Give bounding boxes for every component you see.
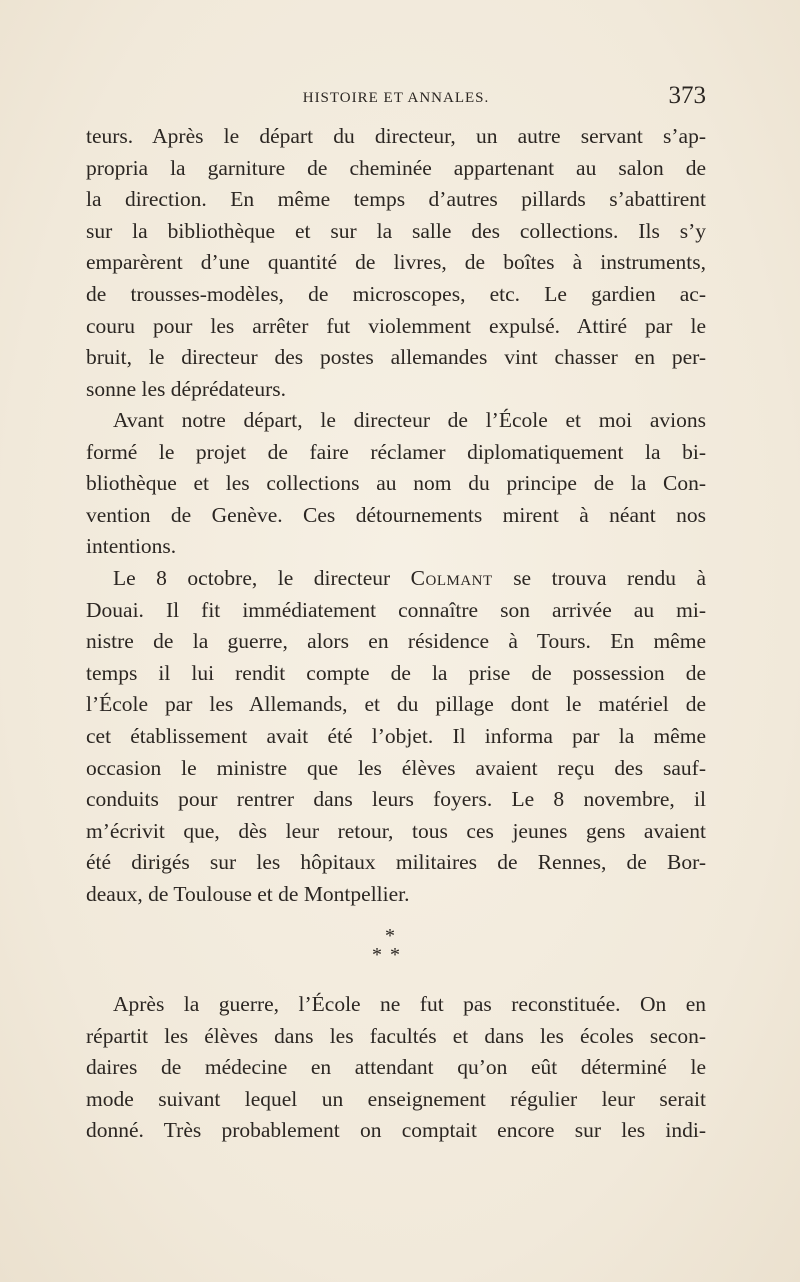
text-line: formé le projet de faire réclamer diplomatiquement la bi- xyxy=(86,439,706,464)
text-line: Après la guerre, l’École ne fut pas reconstituée. On en xyxy=(113,992,706,1016)
line-text: Le 8 octobre, le directeur xyxy=(113,566,391,590)
text-line: m’écrivit que, dès leur retour, tous ces jeunes gens avaient xyxy=(86,818,706,843)
asterism-top: * xyxy=(385,925,395,947)
asterism-separator xyxy=(340,925,440,970)
text-line: Douai. Il fit immédiatement connaître son arrivée au mi- xyxy=(86,597,706,622)
paragraph-2 xyxy=(86,405,706,563)
text-line: Avant notre départ, le directeur de l’École et moi avions xyxy=(113,408,706,432)
paragraph-3 xyxy=(86,563,706,911)
text-line: de trousses-modèles, de microscopes, etc. Le gardien ac- xyxy=(86,281,706,306)
asterism-bottom: ** xyxy=(372,944,408,966)
text-line: l’École par les Allemands, et du pillage dont le matériel de xyxy=(86,692,706,717)
text-line: cet établissement avait été l’objet. Il informa par la même xyxy=(86,723,706,748)
text-line: propria la garniture de cheminée appartenant au salon de xyxy=(86,155,706,180)
page-number: 373 xyxy=(668,82,706,109)
text-line: deaux, de Toulouse et de Montpellier. xyxy=(86,881,410,906)
paragraph-4 xyxy=(86,989,706,1147)
text-line: donné. Très probablement on comptait encore sur les indi- xyxy=(86,1118,706,1143)
text-line: vention de Genève. Ces détournements mirent à néant nos xyxy=(86,502,706,527)
text-line: la direction. En même temps d’autres pillards s’abattirent xyxy=(86,187,706,212)
text-line: été dirigés sur les hôpitaux militaires de Rennes, de Bor- xyxy=(86,850,706,875)
text-line xyxy=(86,563,706,595)
text-line: répartit les élèves dans les facultés et dans les écoles secon- xyxy=(86,1023,706,1048)
text-line: bruit, le directeur des postes allemandes vint chasser en per- xyxy=(86,345,706,370)
text-line: nistre de la guerre, alors en résidence à Tours. En même xyxy=(86,629,706,654)
paragraph-1 xyxy=(86,121,706,405)
running-title: HISTOIRE ET ANNALES. xyxy=(302,90,490,106)
text-line: mode suivant lequel un enseignement régulier leur serait xyxy=(86,1086,706,1111)
text-line: occasion le ministre que les élèves avaient reçu des sauf- xyxy=(86,755,706,780)
text-line: temps il lui rendit compte de la prise de possession de xyxy=(86,660,706,685)
text-line: emparèrent d’une quantité de livres, de boîtes à instruments, xyxy=(86,250,706,275)
text-line: conduits pour rentrer dans leurs foyers. Le 8 novembre, il xyxy=(86,787,706,812)
text-line: sonne les déprédateurs. xyxy=(86,376,286,401)
text-line: bliothèque et les collections au nom du principe de la Con- xyxy=(86,471,706,496)
text-line: sur la bibliothèque et sur la salle des collections. Ils s’y xyxy=(86,218,706,243)
line-text: se trouva rendu à xyxy=(513,566,706,590)
text-line: daires de médecine en attendant qu’on eût déterminé le xyxy=(86,1055,706,1080)
text-line: couru pour les arrêter fut violemment expulsé. Attiré par le xyxy=(86,313,706,338)
text-line: intentions. xyxy=(86,534,177,559)
text-line: teurs. Après le départ du directeur, un autre servant s’ap- xyxy=(86,124,706,148)
person-name: Colmant xyxy=(410,566,493,590)
page-header xyxy=(86,82,706,116)
